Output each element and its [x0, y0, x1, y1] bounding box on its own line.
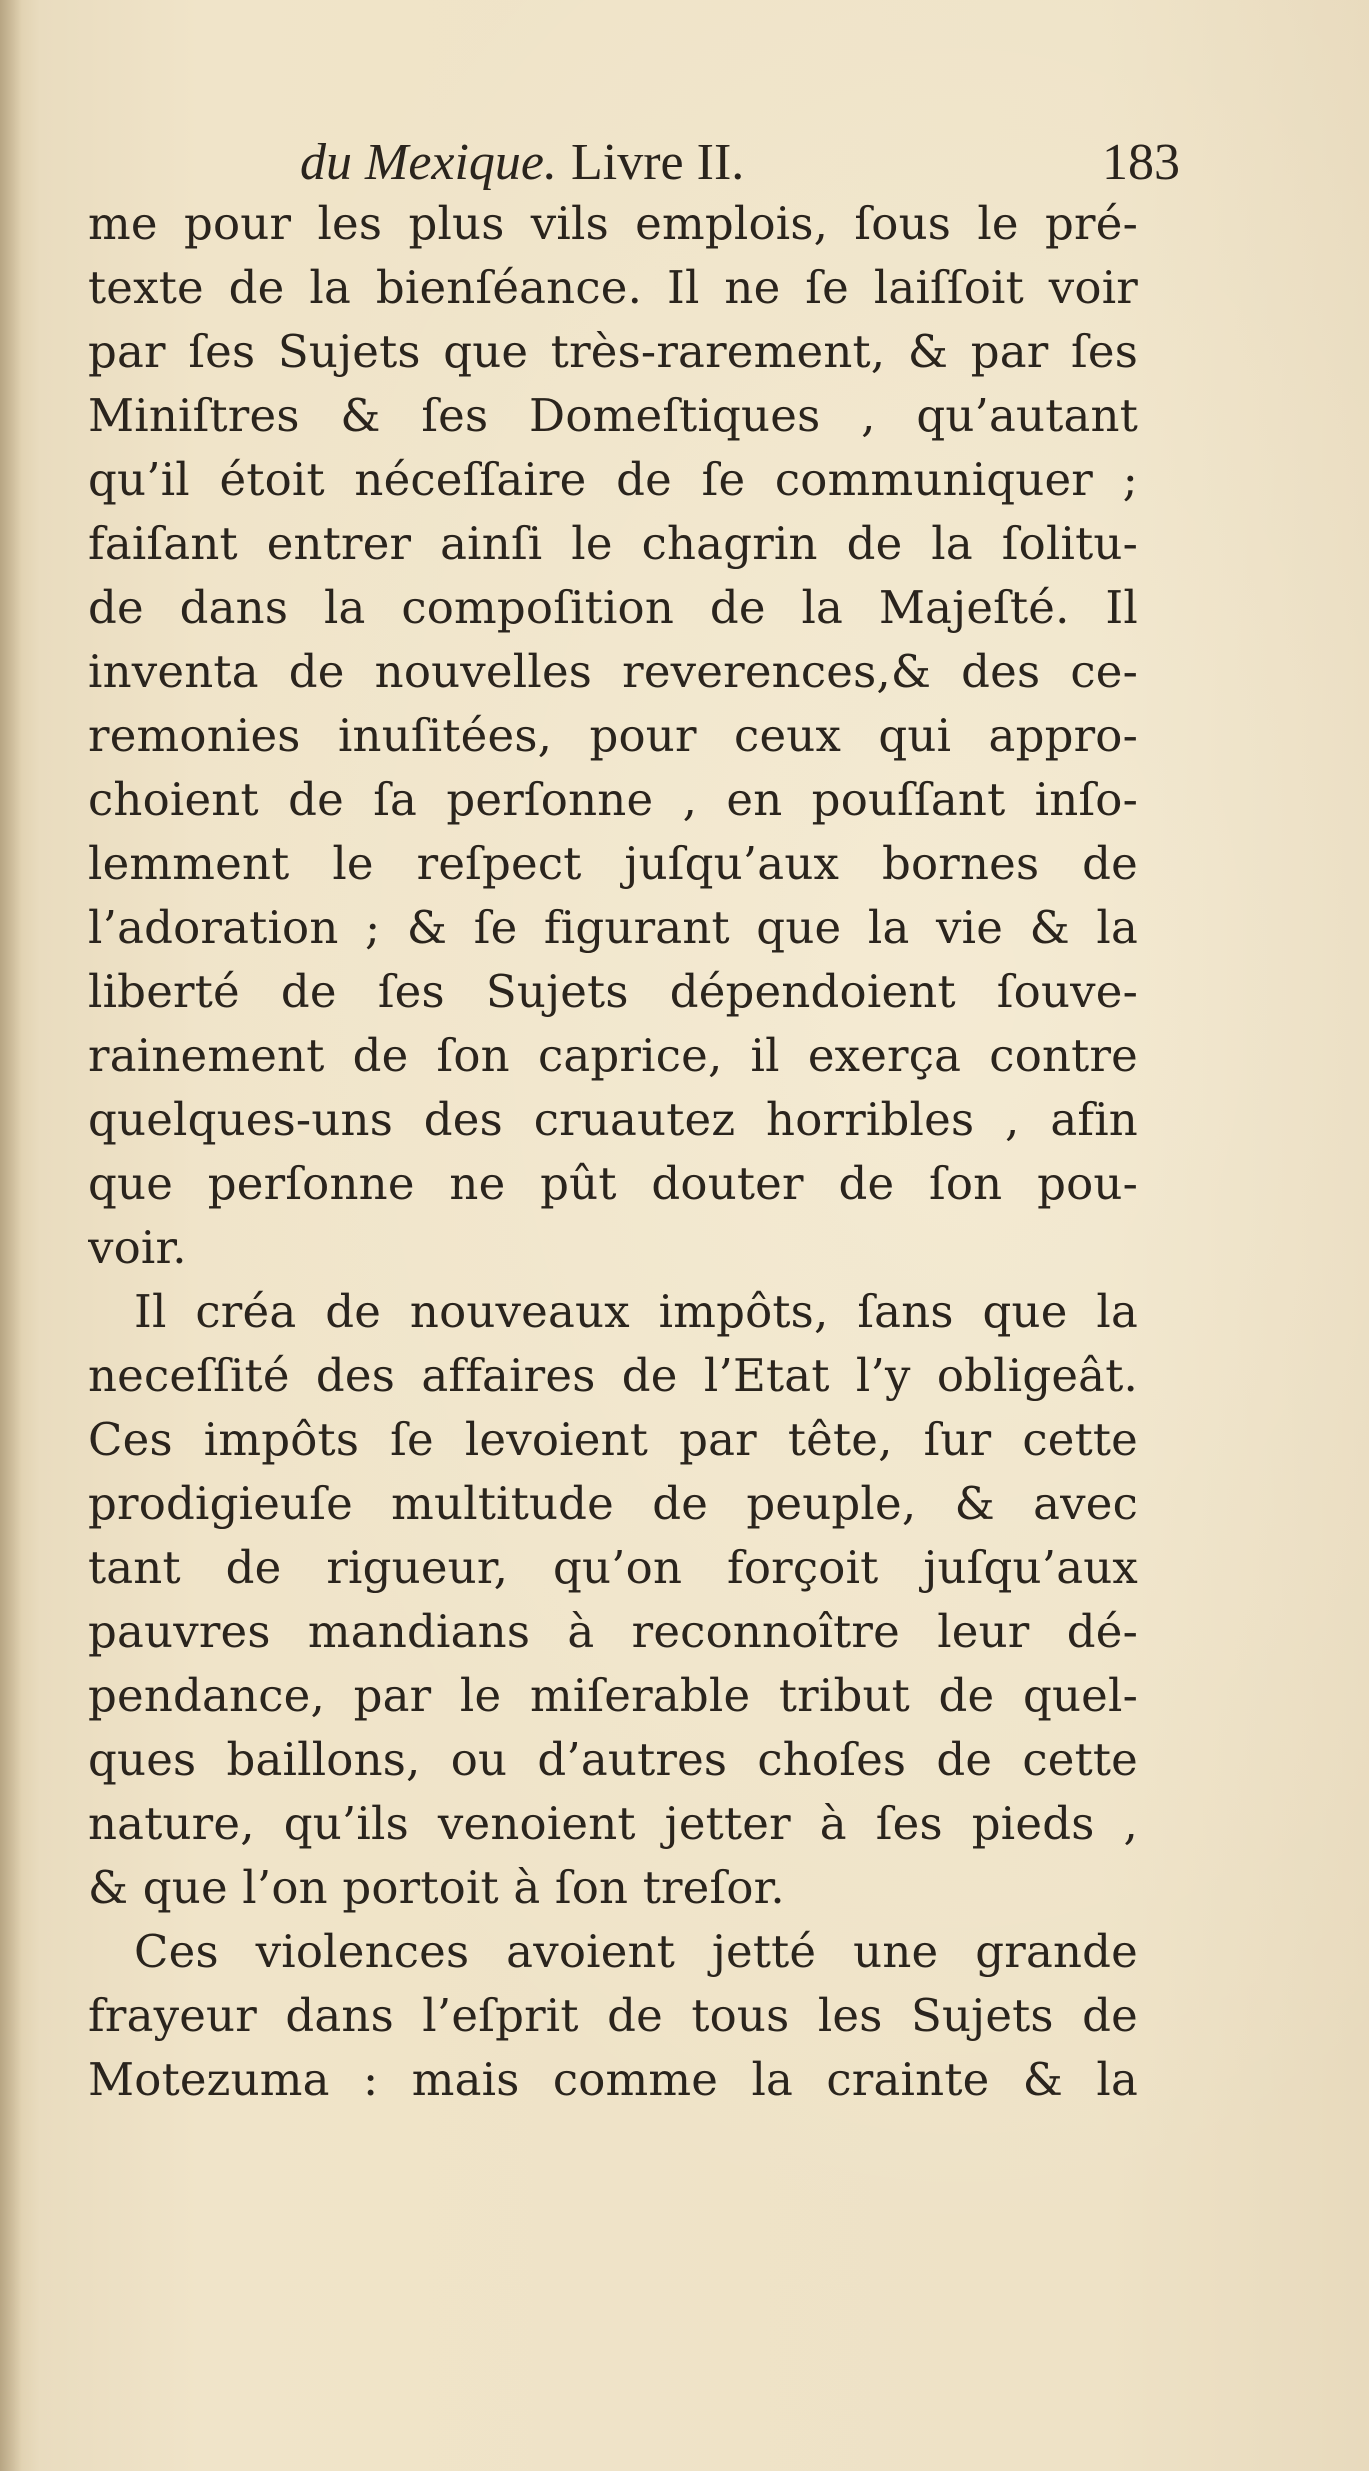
- text-line: liberté de ſes Sujets dépendoient ſouve-: [88, 965, 1138, 1018]
- text-line: lemment le reſpect juſqu’aux bornes de: [88, 837, 1138, 890]
- text-line-paragraph-start: Ces violences avoient jetté une grande: [134, 1925, 1138, 1978]
- body-text: [88, 192, 1138, 2112]
- text-line: tant de rigueur, qu’on forçoit juſqu’aux: [88, 1541, 1138, 1594]
- text-line: rainement de ſon caprice, il exerça contre: [88, 1029, 1138, 1082]
- text-line: frayeur dans l’eſprit de tous les Sujets de: [88, 1989, 1138, 2042]
- text-line: texte de la bienſéance. Il ne ſe laiſſoit voir: [88, 261, 1138, 314]
- text-line: inventa de nouvelles reverences,& des ce-: [88, 645, 1138, 698]
- text-line: choient de ſa perſonne , en pouſſant inſo-: [88, 773, 1138, 826]
- text-line: me pour les plus vils emplois, ſous le pré-: [88, 197, 1138, 250]
- text-line: qu’il étoit néceſſaire de ſe communiquer ;: [88, 453, 1138, 506]
- running-head-title-italic: du Mexique.: [300, 134, 558, 191]
- page-number: 183: [1102, 134, 1180, 191]
- text-line-paragraph-end: & que l’on portoit à ſon treſor.: [88, 1861, 785, 1914]
- text-line: remonies inuſitées, pour ceux qui appro-: [88, 709, 1138, 762]
- text-line: prodigieuſe multitude de peuple, & avec: [88, 1477, 1138, 1530]
- text-line: ques baillons, ou d’autres choſes de cette: [88, 1733, 1138, 1786]
- text-line: pendance, par le miſerable tribut de quel-: [88, 1669, 1138, 1722]
- text-line: Miniſtres & ſes Domeſtiques , qu’autant: [88, 389, 1138, 442]
- text-line: de dans la compoſition de la Majeſté. Il: [88, 581, 1138, 634]
- text-line: par ſes Sujets que très-rarement, & par ſes: [88, 325, 1138, 378]
- text-line: neceſſité des affaires de l’Etat l’y obligeât.: [88, 1349, 1138, 1402]
- text-line: pauvres mandians à reconnoître leur dé-: [88, 1605, 1138, 1658]
- text-line: Motezuma : mais comme la crainte & la: [88, 2053, 1138, 2106]
- text-line-paragraph-end: voir.: [88, 1221, 187, 1274]
- text-line-paragraph-start: Il créa de nouveaux impôts, ſans que la: [134, 1285, 1138, 1338]
- text-line: l’adoration ; & ſe figurant que la vie & la: [88, 901, 1138, 954]
- text-line: nature, qu’ils venoient jetter à ſes pieds ,: [88, 1797, 1138, 1850]
- text-line: Ces impôts ſe levoient par tête, ſur cette: [88, 1413, 1138, 1466]
- text-line: quelques-uns des cruautez horribles , afin: [88, 1093, 1138, 1146]
- text-line: faiſant entrer ainſi le chagrin de la ſolitu-: [88, 517, 1138, 570]
- running-head-title-roman: Livre II.: [571, 134, 745, 191]
- text-line: que perſonne ne pût douter de ſon pou-: [88, 1157, 1138, 1210]
- running-head: [300, 128, 1180, 198]
